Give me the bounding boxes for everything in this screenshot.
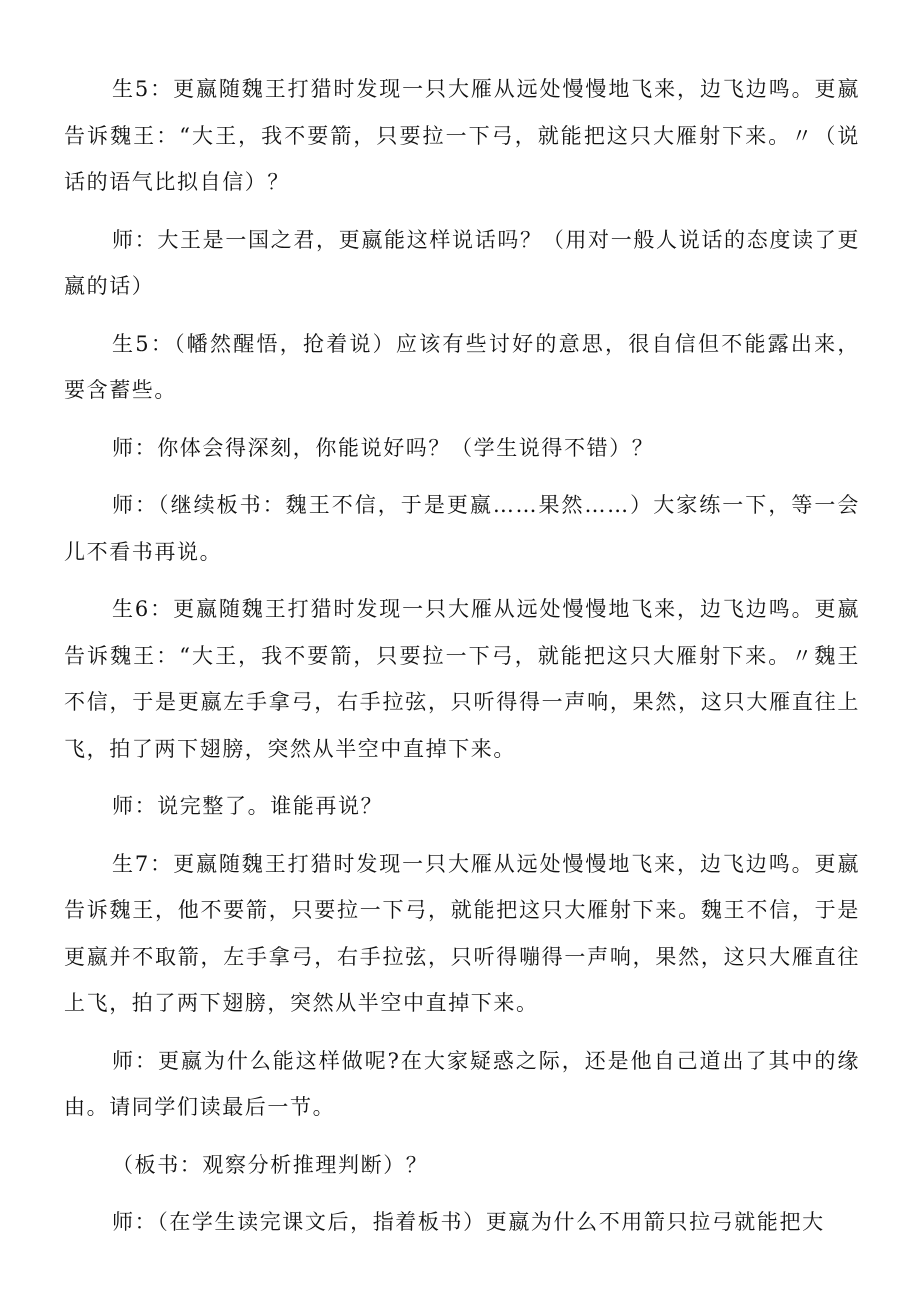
paragraph-blackboard-note: （板书：观察分析推理判断）？	[112, 1152, 429, 1177]
paragraph-student7-retelling: 生7：更嬴随魏王打猎时发现一只大雁从远处慢慢地飞来，边飞边鸣。更嬴告诉魏王，他不要箭，只要拉一下弓，就能把这只大雁射下来。魏王不信，于是更嬴并不取箭，左手拿弓，右手拉弦，只听得嘣得一声响，果然，这只大雁直往上飞，拍了两下翅膀，突然从半空中直掉下来。	[64, 851, 860, 1015]
paragraph-teacher-praise: 师：你体会得深刻，你能说好吗？（学生说得不错）？	[112, 435, 655, 460]
paragraph-teacher-why: 师：更嬴为什么能这样做呢?在大家疑惑之际，还是他自己道出了其中的缘由。请同学们读最后一节。	[64, 1048, 860, 1119]
paragraph-teacher-question: 师：大王是一国之君，更嬴能这样说话吗？（用对一般人说话的态度读了更嬴的话）	[64, 227, 860, 298]
paragraph-teacher-blackboard: 师：（继续板书：魏王不信，于是更嬴……果然……）大家练一下，等一会儿不看书再说。	[64, 493, 860, 564]
paragraph-student5-dialogue: 生5：更嬴随魏王打猎时发现一只大雁从远处慢慢地飞来，边飞边鸣。更嬴告诉魏王：“大王，我不要箭，只要拉一下弓，就能把这只大雁射下来。〃（说话的语气比拟自信）？	[64, 77, 860, 194]
paragraph-student5-realization: 生5：（幡然醒悟，抢着说）应该有些讨好的意思，很自信但不能露出来，要含蓄些。	[64, 331, 860, 402]
paragraph-teacher-complete: 师：说完整了。谁能再说？	[112, 794, 384, 818]
paragraph-student6-retelling: 生6：更嬴随魏王打猎时发现一只大雁从远处慢慢地飞来，边飞边鸣。更嬴告诉魏王：“大王，我不要箭，只要拉一下弓，就能把这只大雁射下来。〃魏王不信，于是更嬴左手拿弓，右手拉弦，只听得得一声响，果然，这只大雁直往上飞，拍了两下翅膀，突然从半空中直掉下来。	[64, 597, 860, 761]
paragraph-teacher-final: 师：（在学生读完课文后，指着板书）更嬴为什么不用箭只拉弓就能把大	[112, 1210, 825, 1234]
